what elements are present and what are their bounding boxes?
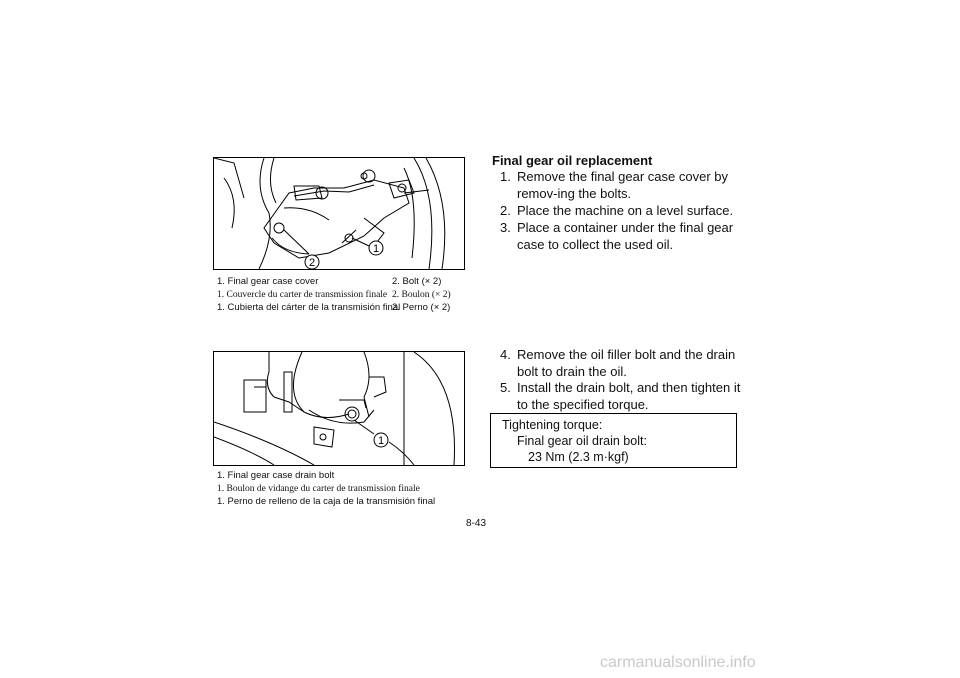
torque-value: 23 Nm (2.3 m·kgf) — [528, 450, 629, 464]
step-5: 5. Install the drain bolt, and then tighten it to the specified torque. — [500, 380, 741, 412]
fig2-caption-es: 1. Perno de relleno de la caja de la transmisión final — [217, 496, 436, 507]
callout-1: 1 — [377, 435, 385, 447]
callout-1: 1 — [372, 243, 380, 255]
tightening-torque-box — [490, 413, 737, 468]
fig1-caption-fr: 1. Couvercle du carter de transmission finale 2. Boulon (× 2) — [217, 290, 451, 300]
gear-case-cover-illustration — [214, 158, 464, 269]
watermark: carmanualsonline.info — [600, 654, 756, 671]
fig1-caption-en: 1. Final gear case cover 2. Bolt (× 2) — [217, 276, 442, 287]
step-4: 4. Remove the oil filler bolt and the drain bolt to drain the oil. — [500, 347, 736, 379]
drain-bolt-illustration — [214, 352, 464, 465]
torque-label: Tightening torque: — [502, 418, 603, 432]
fig2-caption-fr: 1. Boulon de vidange du carter de transmission finale — [217, 484, 420, 494]
section-heading: Final gear oil replacement — [492, 153, 653, 168]
step-1: 1. Remove the final gear case cover by remov-ing the bolts. — [500, 169, 728, 201]
step-2: 2. Place the machine on a level surface. — [500, 203, 734, 218]
callout-2: 2 — [308, 257, 316, 269]
fig1-caption-es: 1. Cubierta del cárter de la transmisión final 2. Perno (× 2) — [217, 302, 451, 313]
torque-item: Final gear oil drain bolt: — [517, 434, 647, 448]
step-3: 3. Place a container under the final gear case to collect the used oil. — [500, 220, 734, 252]
figure-final-gear-case-drain-bolt — [213, 351, 465, 466]
page-number: 8-43 — [466, 518, 487, 529]
fig2-caption-en: 1. Final gear case drain bolt — [217, 470, 335, 481]
figure-final-gear-case-cover — [213, 157, 465, 270]
